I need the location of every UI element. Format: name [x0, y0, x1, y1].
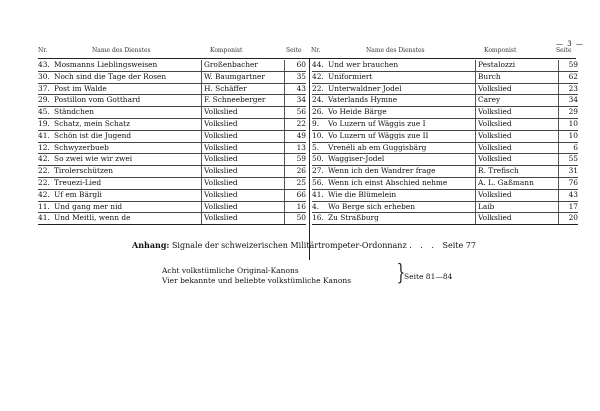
cell-divider — [201, 72, 202, 83]
entry-page: 6 — [573, 142, 578, 152]
header-rule — [38, 58, 576, 59]
entry-number: 24. — [312, 95, 324, 105]
cell-divider — [558, 60, 559, 71]
cell-divider — [201, 166, 202, 177]
cell-divider — [201, 84, 202, 95]
entry-composer: Carey — [478, 95, 501, 105]
entry-number: 29. — [38, 95, 50, 105]
entry-title: Wenn ich den Wandrer frage — [328, 166, 436, 176]
page-number: — 3 — — [556, 40, 584, 48]
table-row — [312, 119, 578, 131]
entry-title: Zu Straßburg — [328, 213, 379, 223]
table-row — [312, 190, 578, 202]
entry-number: 41. — [38, 213, 50, 223]
entry-number: 22. — [38, 166, 50, 176]
cell-divider — [201, 143, 202, 154]
table-row — [312, 202, 578, 214]
entry-title: Schwyzerbueb — [54, 142, 109, 152]
anhang-text: Signale der schweizerischen Militärtrompeter-Ordonnanz — [171, 241, 407, 250]
header-no-right: Nr. — [311, 47, 321, 54]
entry-title: Postillon vom Gotthard — [54, 95, 141, 105]
anhang-line: Anhang: Signale der schweizerischen Militärtrompeter-Ordonnanz . . . Seite 77 — [132, 240, 476, 250]
cell-divider — [475, 190, 476, 201]
cell-divider — [558, 95, 559, 106]
cell-divider — [558, 143, 559, 154]
entry-number: 10. — [312, 130, 324, 140]
cell-divider — [284, 95, 285, 106]
entry-title: Tirolerschützen — [54, 166, 113, 176]
table-row — [38, 95, 306, 107]
cell-divider — [284, 107, 285, 118]
cell-divider — [284, 143, 285, 154]
cell-divider — [201, 107, 202, 118]
cell-divider — [558, 131, 559, 142]
table-row — [312, 213, 578, 225]
entry-page: 34 — [568, 95, 578, 105]
table-row — [38, 166, 306, 178]
entry-number: 30. — [38, 71, 50, 81]
entry-page: 50 — [296, 213, 306, 223]
header-page-left: Seite — [286, 47, 302, 54]
entry-number: 41. — [312, 189, 324, 199]
entry-title: Mosmanns Lieblingsweisen — [54, 60, 158, 69]
entry-title: Waggiser-Jodel — [328, 154, 385, 164]
entry-composer: Volkslied — [478, 189, 512, 199]
entry-page: 55 — [568, 154, 578, 164]
cell-divider — [201, 95, 202, 106]
entry-title: Ständchen — [54, 107, 94, 117]
entry-composer: Laib — [478, 201, 495, 211]
entry-page: 59 — [568, 60, 578, 69]
entry-composer: Volkslied — [204, 130, 238, 140]
cell-divider — [201, 60, 202, 71]
entry-composer: Volkslied — [478, 83, 512, 93]
cell-divider — [284, 72, 285, 83]
anhang-seite: Seite 77 — [442, 241, 476, 250]
left-column — [38, 60, 306, 225]
entry-composer: Volkslied — [478, 107, 512, 117]
entry-page: 76 — [568, 177, 578, 187]
entry-page: 17 — [568, 201, 578, 211]
cell-divider — [284, 166, 285, 177]
entry-number: 5. — [312, 142, 320, 152]
entry-composer: Volkslied — [204, 177, 238, 187]
header-title-left: Name des Dienstes — [92, 47, 151, 54]
entry-title: Vrenéli ab em Guggisbärg — [328, 142, 427, 152]
table-row — [312, 143, 578, 155]
entry-number: 11. — [38, 201, 50, 211]
cell-divider — [475, 95, 476, 106]
entry-number: 50. — [312, 154, 324, 164]
cell-divider — [475, 131, 476, 142]
cell-divider — [475, 84, 476, 95]
cell-divider — [201, 119, 202, 130]
entry-number: 37. — [38, 83, 50, 93]
entry-title: So zwei wie wir zwei — [54, 154, 133, 164]
entry-page: 10 — [568, 118, 578, 128]
brace-icon: } — [396, 261, 406, 286]
entry-page: 49 — [296, 130, 306, 140]
entry-title: Vaterlands Hymne — [328, 95, 398, 105]
cell-divider — [475, 202, 476, 213]
entry-page: 43 — [568, 189, 578, 199]
table-row — [38, 119, 306, 131]
entry-composer: Volkslied — [204, 107, 238, 117]
cell-divider — [475, 107, 476, 118]
kanon-line-1: Acht volkstümliche Original-Kanons — [162, 266, 299, 275]
entry-title: Vo Heide Bärge — [328, 107, 387, 117]
entry-number: 19. — [38, 118, 50, 128]
entry-number: 45. — [38, 107, 50, 117]
entry-composer: R. Trefisch — [478, 166, 519, 176]
entry-title: Uniformiert — [328, 71, 373, 81]
cell-divider — [475, 178, 476, 189]
entry-number: 44. — [312, 60, 324, 69]
cell-divider — [475, 119, 476, 130]
cell-divider — [558, 154, 559, 165]
cell-divider — [284, 60, 285, 71]
entry-number: 27. — [312, 166, 324, 176]
entry-title: Vo Luzern uf Wäggis zue II — [328, 130, 429, 140]
entry-number: 56. — [312, 177, 324, 187]
entry-page: 66 — [296, 189, 306, 199]
entry-composer: H. Schäffer — [204, 83, 247, 93]
cell-divider — [475, 72, 476, 83]
entry-title: Und gang mer nid — [54, 201, 123, 211]
cell-divider — [558, 202, 559, 213]
table-row — [38, 143, 306, 155]
cell-divider — [558, 84, 559, 95]
entry-number: 43. — [38, 60, 50, 69]
entry-page: 13 — [296, 142, 306, 152]
entry-page: 20 — [568, 213, 578, 223]
cell-divider — [475, 143, 476, 154]
kanon-seite: Seite 81—84 — [404, 272, 453, 281]
entry-page: 56 — [296, 107, 306, 117]
entry-composer: Volkslied — [204, 118, 238, 128]
entry-page: 16 — [296, 201, 306, 211]
entry-page: 25 — [296, 177, 306, 187]
entry-composer: Volkslied — [478, 118, 512, 128]
entry-page: 60 — [296, 60, 306, 69]
table-row — [312, 84, 578, 96]
table-row — [38, 154, 306, 166]
cell-divider — [284, 202, 285, 213]
entry-number: 26. — [312, 107, 324, 117]
cell-divider — [201, 190, 202, 201]
table-row — [312, 95, 578, 107]
entry-composer: Volkslied — [204, 166, 238, 176]
cell-divider — [284, 190, 285, 201]
anhang-label: Anhang: — [132, 240, 170, 250]
entry-page: 29 — [568, 107, 578, 117]
entry-composer: Volkslied — [204, 142, 238, 152]
cell-divider — [475, 154, 476, 165]
entry-composer: Volkslied — [204, 189, 238, 199]
entry-title: Wenn ich einst Abschied nehme — [328, 177, 448, 187]
cell-divider — [558, 190, 559, 201]
entry-page: 62 — [568, 71, 578, 81]
entry-composer: Volkslied — [204, 201, 238, 211]
entry-number: 16. — [312, 213, 324, 223]
cell-divider — [284, 154, 285, 165]
cell-divider — [284, 213, 285, 224]
entry-number: 42. — [38, 154, 50, 164]
entry-composer: Volkslied — [204, 213, 238, 223]
kanon-block — [162, 266, 351, 286]
entry-composer: Volkslied — [204, 154, 238, 164]
entry-title: Uf em Bärgli — [54, 189, 102, 199]
entry-number: 22. — [38, 177, 50, 187]
cell-divider — [201, 213, 202, 224]
table-row — [312, 166, 578, 178]
entry-title: Schön ist die Jugend — [54, 130, 132, 140]
entry-composer: W. Baumgartner — [204, 71, 265, 81]
table-row — [312, 154, 578, 166]
entry-title: Noch sind die Tage der Rosen — [54, 71, 167, 81]
header-composer-left: Komponist — [210, 47, 243, 54]
cell-divider — [558, 119, 559, 130]
table-row — [38, 72, 306, 84]
cell-divider — [475, 166, 476, 177]
table-row — [38, 107, 306, 119]
header-composer-right: Komponist — [484, 47, 517, 54]
cell-divider — [475, 213, 476, 224]
entry-composer: Volkslied — [478, 213, 512, 223]
table-row — [38, 131, 306, 143]
entry-composer: Volkslied — [478, 130, 512, 140]
entry-page: 22 — [296, 118, 306, 128]
entry-number: 42. — [312, 71, 324, 81]
entry-number: 22. — [312, 83, 324, 93]
entry-title: Wo Berge sich erheben — [328, 201, 415, 211]
cell-divider — [558, 178, 559, 189]
entry-title: Vo Luzern uf Wäggis zue I — [328, 118, 426, 128]
cell-divider — [201, 154, 202, 165]
table-row — [38, 190, 306, 202]
entry-title: Schatz, mein Schatz — [54, 118, 131, 128]
entry-composer: A. L. Gaßmann — [478, 177, 534, 187]
entry-page: 26 — [296, 166, 306, 176]
table-row — [38, 202, 306, 214]
entry-page: 34 — [296, 95, 306, 105]
entry-composer: Volkslied — [478, 142, 512, 152]
entry-title: Post im Walde — [54, 83, 107, 93]
entry-composer: Großenbacher — [204, 60, 258, 69]
entry-number: 41. — [38, 130, 50, 140]
table-row — [38, 84, 306, 96]
entry-title: Und Meitli, wenn de — [54, 213, 131, 223]
entry-page: 23 — [568, 83, 578, 93]
entry-page: 31 — [568, 166, 578, 176]
header-page-right: Seite — [556, 47, 572, 54]
entry-composer: Volkslied — [478, 154, 512, 164]
cell-divider — [284, 131, 285, 142]
entry-composer: F. Schneeberger — [204, 95, 266, 105]
header-no-left: Nr. — [38, 47, 48, 54]
cell-divider — [558, 166, 559, 177]
table-row — [312, 107, 578, 119]
table-row — [38, 178, 306, 190]
entry-title: Wie die Blümelein — [328, 189, 397, 199]
entry-page: 59 — [296, 154, 306, 164]
entry-page: 10 — [568, 130, 578, 140]
entry-page: 35 — [296, 71, 306, 81]
table-row — [312, 60, 578, 72]
cell-divider — [558, 213, 559, 224]
entry-page: 43 — [296, 83, 306, 93]
entry-title: Und wer brauchen — [328, 60, 399, 69]
cell-divider — [558, 107, 559, 118]
entry-title: Treuezi-Lied — [54, 177, 102, 187]
entry-number: 42. — [38, 189, 50, 199]
cell-divider — [201, 131, 202, 142]
table-row — [38, 213, 306, 225]
table-row — [38, 60, 306, 72]
entry-composer: Burch — [478, 71, 501, 81]
cell-divider — [284, 119, 285, 130]
entry-number: 4. — [312, 201, 320, 211]
entry-number: 12. — [38, 142, 50, 152]
cell-divider — [284, 178, 285, 189]
table-row — [312, 131, 578, 143]
table-row — [312, 72, 578, 84]
column-divider — [309, 58, 310, 260]
entry-title: Unterwaldner Jodel — [328, 83, 402, 93]
cell-divider — [284, 84, 285, 95]
cell-divider — [558, 72, 559, 83]
cell-divider — [475, 60, 476, 71]
kanon-line-2: Vier bekannte und beliebte volkstümliche Kanons — [162, 276, 352, 285]
cell-divider — [201, 202, 202, 213]
entry-composer: Pestalozzi — [478, 60, 516, 69]
entry-number: 9. — [312, 118, 320, 128]
right-column — [312, 60, 578, 225]
table-row — [312, 178, 578, 190]
header-title-right: Name des Dienstes — [366, 47, 425, 54]
cell-divider — [201, 178, 202, 189]
